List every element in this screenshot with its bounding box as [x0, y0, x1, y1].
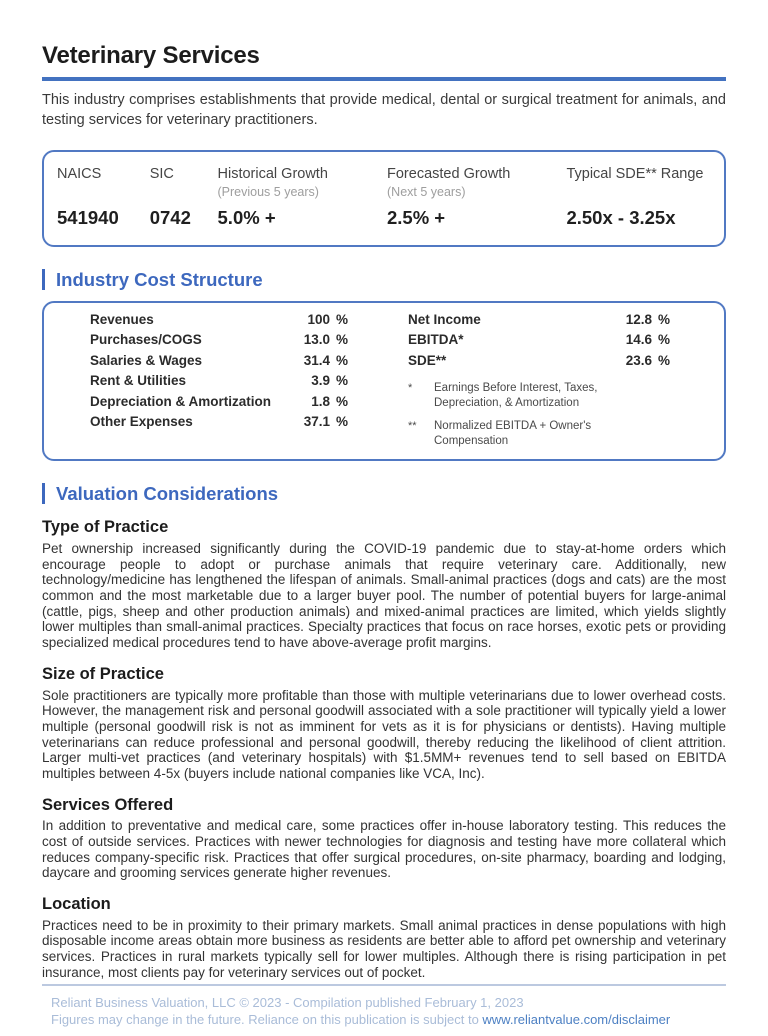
naics-code: 541940 [57, 206, 119, 228]
summary-sublabel [57, 185, 150, 202]
cost-label: Salaries & Wages [90, 352, 203, 368]
footer-disclaimer-line [51, 1011, 726, 1028]
footer-copyright: Reliant Business Valuation, LLC © 2023 - Compilation published February 1, 2023 [51, 995, 524, 1010]
summary-column-naics [57, 166, 150, 229]
cost-label: SDE** [408, 352, 447, 368]
section-heading-cost-structure: Industry Cost Structure [42, 269, 726, 290]
cost-value: 100 [307, 311, 330, 327]
section-heading-valuation: Valuation Considerations [42, 483, 726, 504]
subsection-title-services-offered: Services Offered [42, 795, 174, 814]
footnote-marker: ** [408, 420, 417, 433]
cost-unit: % [657, 311, 670, 327]
table-row [90, 312, 348, 333]
sic-code: 0742 [149, 206, 191, 228]
summary-column-sic [150, 166, 218, 229]
sde-range-value: 2.50x - 3.25x [566, 206, 676, 228]
cost-unit: % [335, 352, 348, 368]
cost-value: 3.9 [311, 373, 330, 389]
footnote-text: Normalized EBITDA + Owner's Compensation [434, 420, 592, 448]
report-page [0, 42, 768, 980]
table-row [90, 373, 348, 394]
page-title: Veterinary Services [42, 42, 260, 69]
cost-value: 37.1 [303, 414, 330, 430]
footnote-text: Earnings Before Interest, Taxes, Depreciation, & Amortization [434, 382, 598, 410]
footer-disclaimer-text: Figures may change in the future. Reliance on this publication is subject to [51, 1012, 483, 1028]
cost-unit: % [335, 414, 348, 430]
cost-unit: % [335, 373, 348, 389]
summary-sublabel [150, 185, 218, 202]
cost-value: 12.8 [625, 311, 652, 327]
historical-growth-value: 5.0% + [217, 206, 276, 228]
cost-label: Depreciation & Amortization [90, 393, 272, 409]
disclaimer-link[interactable]: www.reliantvalue.com/disclaimer [482, 1012, 671, 1028]
cost-value: 14.6 [625, 332, 652, 348]
industry-description: This industry comprises establishments that provide medical, dental or surgical treatment for animals, and testing services for veterinary practitioners. [42, 91, 726, 128]
forecasted-growth-value: 2.5% + [387, 206, 446, 228]
table-row [408, 312, 670, 333]
subsection-body-size-of-practice: Sole practitioners are typically more profitable than those with multiple veterinarians due to lower overhead costs. However, the management risk and personal goodwill associated with a sole practitioner will typically yield a lower multiple (personal goodwill risk is not as imminent for vets as it is for physicians or dentists). Having multiple veterinarians can reduce professional and personal goodwill, thereby reducing the likelihood of client attrition. Larger multi-vet practices (and veterinary hospitals) with $1.5MM+ revenues tend to sell based on EBITDA multiples between 4-5x (buyers include national companies like VCA, Inc). [42, 687, 726, 781]
table-row [408, 332, 670, 353]
cost-label: Revenues [90, 311, 154, 327]
table-row [90, 394, 348, 415]
summary-column-historical-growth [218, 166, 387, 229]
subsection-body-location: Practices need to be in proximity to their primary markets. Small animal practices in dense populations with high disposable income areas obtain more business as residents are better able to afford pet ownership and veterinary services. Practices in rural markets typically sell for lower multiples. Although there is rising participation in pet insurance, most clients pay for veterinary services out of pocket. [42, 917, 726, 980]
cost-label: EBITDA* [408, 332, 464, 348]
cost-value: 1.8 [311, 393, 330, 409]
summary-label: SIC [149, 165, 174, 182]
summary-label: NAICS [57, 165, 102, 182]
summary-label: Typical SDE** Range [566, 165, 704, 182]
cost-unit: % [335, 393, 348, 409]
table-row [90, 414, 348, 435]
cost-label: Rent & Utilities [90, 373, 187, 389]
cost-structure-left-column [90, 312, 348, 449]
table-row [408, 353, 670, 374]
title-divider [42, 77, 726, 81]
footnote-marker: * [408, 382, 413, 395]
table-row [90, 353, 348, 374]
cost-unit: % [657, 332, 670, 348]
summary-column-forecasted-growth [387, 166, 566, 229]
industry-summary-box [42, 150, 726, 247]
cost-value: 31.4 [303, 352, 330, 368]
cost-unit: % [335, 332, 348, 348]
cost-label: Other Expenses [90, 414, 193, 430]
footnote-ebitda [408, 381, 670, 411]
footnote-sde [408, 419, 670, 449]
subsection-title-size-of-practice: Size of Practice [42, 664, 164, 683]
subsection-title-location: Location [42, 894, 111, 913]
cost-label: Purchases/COGS [90, 332, 202, 348]
summary-column-sde-range [566, 166, 724, 229]
table-row [90, 332, 348, 353]
subsection-title-type-of-practice: Type of Practice [42, 518, 169, 537]
summary-label: Historical Growth [217, 165, 328, 182]
cost-value: 23.6 [625, 352, 652, 368]
subsection-body-type-of-practice: Pet ownership increased significantly during the COVID-19 pandemic due to stay-at-home orders which encourage people to adopt or purchase animals that require veterinary care. Additionally, new technology/medicine has lengthened the lifespan of animals. Small-animal practices (dogs and cats) are the most common and the most marketable due to a larger buyer pool. The number of potential buyers for large-animal (cattle, pigs, sheep and other production animals) and mixed-animal practices are limited, which yields slightly lower multiples than small-animal practices. Specialty practices that focus on race horses, exotic pets or providing specialized medical procedures tend to have above-average profit margins. [42, 541, 726, 651]
cost-value: 13.0 [303, 332, 330, 348]
page-footer [42, 984, 726, 1029]
summary-label: Forecasted Growth [387, 165, 511, 182]
cost-label: Net Income [408, 311, 481, 327]
summary-sublabel [566, 185, 724, 202]
cost-structure-right-column [408, 312, 670, 449]
cost-unit: % [657, 352, 670, 368]
cost-structure-box [42, 301, 726, 461]
summary-sublabel: (Next 5 years) [387, 184, 466, 199]
cost-unit: % [335, 311, 348, 327]
subsection-body-services-offered: In addition to preventative and medical care, some practices offer in-house laboratory testing. This reduces the cost of outside services. Practices with newer technologies for diagnosis and testing have more collateral which reduces company-specific risk. Practices that offer surgical procedures, on-site pharmacy, boarding and lodging, daycare and grooming services generate higher revenues. [42, 818, 726, 881]
summary-sublabel: (Previous 5 years) [217, 184, 319, 199]
